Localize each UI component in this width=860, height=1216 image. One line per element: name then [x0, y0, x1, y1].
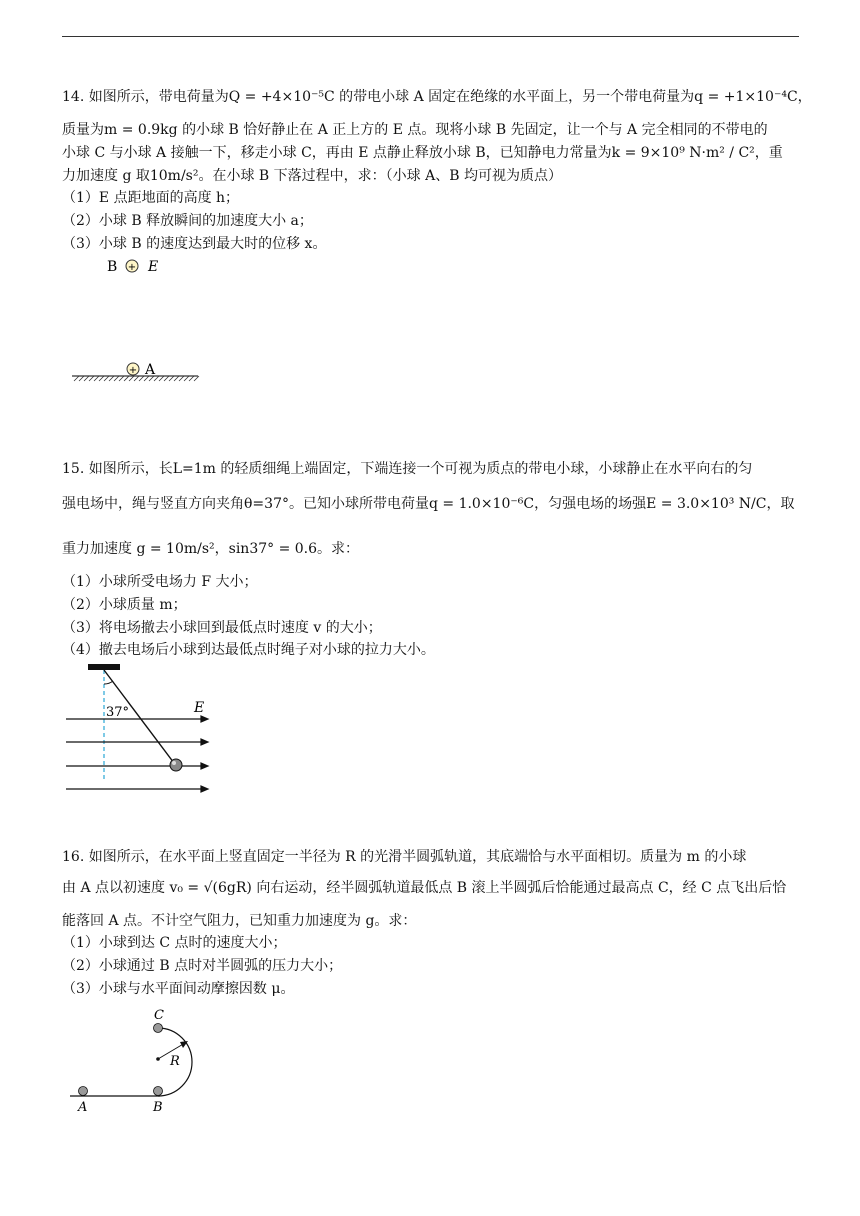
ball-b [154, 1087, 163, 1096]
label-b: B [153, 1100, 163, 1115]
q15-figure [60, 660, 220, 800]
q16-line-2: 由 A 点以初速度 v₀ = √(6gR) 向右运动，经半圆弧轨道最低点 B 滚上半圆弧后恰能通过最高点 C，经 C 点飞出后恰 [62, 880, 787, 896]
ball-highlight [172, 761, 176, 765]
q16-figure [60, 1005, 230, 1120]
header-rule [62, 36, 799, 37]
field-label: E [194, 700, 205, 716]
q15-line-1: 15. 如图所示，长L=1m 的轻质细绳上端固定，下端连接一个可视为质点的带电小球，小球静止在水平向右的匀 [62, 461, 753, 477]
charged-ball [170, 759, 182, 771]
ball-b-sign: + [127, 262, 137, 273]
q14-subquestion-2: （2）小球 B 释放瞬间的加速度大小 a； [62, 213, 313, 229]
q14-label-e: E [148, 259, 159, 275]
q15-subquestion-1: （1）小球所受电场力 F 大小； [62, 574, 258, 590]
ball-a-sign: + [128, 365, 138, 376]
q16-subquestion-1: （1）小球到达 C 点时的速度大小； [62, 935, 287, 951]
q15-line-2: 强电场中，绳与竖直方向夹角θ=37°。已知小球所带电荷量q = 1.0×10⁻⁶C，匀强电场的场强E = 3.0×10³ N/C，取 [62, 496, 795, 512]
field-lines [66, 716, 208, 792]
ball-c [154, 1024, 163, 1033]
q15-subquestion-3: （3）将电场撤去小球回到最低点时速度 v 的大小； [62, 620, 382, 636]
q14-line-4: 力加速度 g 取10m/s²。在小球 B 下落过程中，求：（小球 A、B 均可视为质点） [62, 168, 562, 184]
q14-figure [60, 252, 220, 387]
q14-line-2: 质量为m = 0.9kg 的小球 B 恰好静止在 A 正上方的 E 点。现将小球 B 先固定，让一个与 A 完全相同的不带电的 [62, 122, 768, 138]
q16-subquestion-2: （2）小球通过 B 点时对半圆弧的压力大小； [62, 958, 343, 974]
q15-line-3: 重力加速度 g = 10m/s²，sin37° = 0.6。求： [62, 541, 360, 557]
label-a: A [78, 1100, 88, 1115]
q14-subquestion-3: （3）小球 B 的速度达到最大时的位移 x。 [62, 236, 327, 252]
q14-label-b: B [107, 259, 118, 275]
q14-label-a: A [145, 362, 156, 378]
q14-line-3: 小球 C 与小球 A 接触一下，移走小球 C，再由 E 点静止释放小球 B，已知静电力常量为k = 9×10⁹ N·m² / C²，重 [62, 145, 783, 161]
ball-a [79, 1087, 88, 1096]
q15-subquestion-4: （4）撤去电场后小球到达最低点时绳子对小球的拉力大小。 [62, 642, 435, 658]
q14-subquestion-1: （1）E 点距地面的高度 h； [62, 190, 240, 206]
q16-line-3: 能落回 A 点。不计空气阻力，已知重力加速度为 g。求： [62, 913, 417, 929]
q16-subquestion-3: （3）小球与水平面间动摩擦因数 μ。 [62, 981, 295, 997]
label-c: C [154, 1008, 164, 1023]
q16-line-1: 16. 如图所示，在水平面上竖直固定一半径为 R 的光滑半圆弧轨道，其底端恰与水平面相切。质量为 m 的小球 [62, 849, 747, 865]
ceiling-support [88, 664, 120, 670]
label-r: R [170, 1054, 180, 1069]
angle-arc [104, 681, 113, 684]
q14-line-1: 14. 如图所示，带电荷量为Q = +4×10⁻⁵C 的带电小球 A 固定在绝缘的水平面上，另一个带电荷量为q = +1×10⁻⁴C， [62, 89, 812, 105]
ground-hatch [74, 376, 199, 381]
angle-label: 37° [106, 705, 130, 720]
q15-subquestion-2: （2）小球质量 m； [62, 597, 187, 613]
